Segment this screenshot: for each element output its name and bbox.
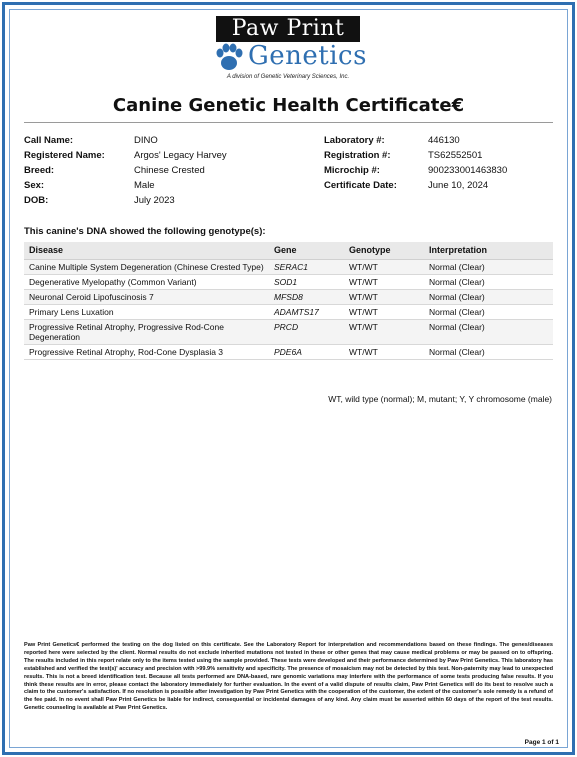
breed-row: [24, 163, 284, 178]
gene-cell: SOD1: [269, 274, 344, 289]
genotype-legend: WT, wild type (normal); M, mutant; Y, Y chromosome (male): [328, 394, 552, 404]
table-row: [24, 289, 553, 304]
call-name-value: DINO: [134, 135, 158, 146]
laboratory-number-value: 446130: [428, 135, 460, 146]
registered-name-label: Registered Name:: [24, 150, 105, 161]
laboratory-number-row: [324, 133, 554, 148]
table-row: [24, 274, 553, 289]
breed-label: Breed:: [24, 165, 55, 176]
paw-print-genetics-logo: [212, 14, 367, 82]
genotype-cell: WT/WT: [344, 304, 424, 319]
call-name-label: Call Name:: [24, 135, 74, 146]
disease-cell: Progressive Retinal Atrophy, Rod-Cone Dysplasia 3: [24, 344, 269, 359]
genotype-cell: WT/WT: [344, 344, 424, 359]
gene-cell: SERAC1: [269, 259, 344, 274]
dna-results-heading: This canine's DNA showed the following genotype(s):: [24, 226, 266, 237]
table-row: [24, 259, 553, 274]
dob-value: July 2023: [134, 195, 175, 206]
genotype-cell: WT/WT: [344, 319, 424, 344]
logo-text-paw-print: Paw Print: [216, 16, 360, 42]
paw-icon: [214, 41, 244, 75]
laboratory-number-label: Laboratory #:: [324, 135, 385, 146]
column-header-gene: Gene: [269, 242, 344, 259]
certificate-date-row: [324, 178, 554, 193]
sex-row: [24, 178, 284, 193]
disease-cell: Neuronal Ceroid Lipofuscinosis 7: [24, 289, 269, 304]
sex-value: Male: [134, 180, 155, 191]
page-number: Page 1 of 1: [524, 739, 559, 746]
lab-info: [324, 133, 554, 193]
interpretation-cell: Normal (Clear): [424, 319, 553, 344]
dog-info: [24, 133, 284, 208]
gene-cell: MFSD8: [269, 289, 344, 304]
genotype-cell: WT/WT: [344, 289, 424, 304]
interpretation-cell: Normal (Clear): [424, 304, 553, 319]
disease-cell: Progressive Retinal Atrophy, Progressive Rod-Cone Degeneration: [24, 319, 269, 344]
gene-cell: PRCD: [269, 319, 344, 344]
table-row: [24, 304, 553, 319]
microchip-number-label: Microchip #:: [324, 165, 380, 176]
disease-cell: Degenerative Myelopathy (Common Variant): [24, 274, 269, 289]
registration-number-label: Registration #:: [324, 150, 391, 161]
dob-row: [24, 193, 284, 208]
registered-name-row: [24, 148, 284, 163]
microchip-number-row: [324, 163, 554, 178]
disease-cell: Primary Lens Luxation: [24, 304, 269, 319]
disease-cell: Canine Multiple System Degeneration (Chinese Crested Type): [24, 259, 269, 274]
logo-text-genetics: Genetics: [248, 41, 367, 71]
dob-label: DOB:: [24, 195, 49, 206]
registered-name-value: Argos' Legacy Harvey: [134, 150, 227, 161]
gene-cell: PDE6A: [269, 344, 344, 359]
table-row: [24, 344, 553, 359]
legal-disclaimer: Paw Print Genetics€ performed the testing on the dog listed on this certificate. See the Laboratory Report for interpretation and recommendations based on these findings. The genes/diseases reported here were selected by the client. Normal results do not exclude inherited mutations not tested in these or other genes that may cause medical problems or may be passed on to offspring. The results included in this report relate only to the items tested using the sample provided. These tests were developed and their performance determined by Paw Print Genetics. This laboratory has established and verified the test(s)' accuracy and precision with >99.9% sensitivity and specificity. The presence of mosaicism may not be detected by this test. Non-paternity may lead to unexpected results. This is not a breed identification test. Because all tests performed are DNA-based, rare genomic variations may interfere with the performance of some tests producing false results. If you think these results are in error, please contact the laboratory immediately for further evaluation. In the event of a valid dispute of results claim, Paw Print Genetics will do its best to resolve such a claim to the customer's satisfaction. If no resolution is possible after investigation by Paw Print Genetics with the cooperation of the customer, the extent of the customer's sole remedy is a refund of the fee paid. In no event shall Paw Print Genetics be liable for indirect, consequential or incidental damages of any kind. Any claim must be asserted within 60 days of the report of the test results. Genetic counseling is available at Paw Print Genetics.: [24, 642, 553, 712]
column-header-disease: Disease: [24, 242, 269, 259]
certificate-inner-border: [9, 9, 568, 748]
interpretation-cell: Normal (Clear): [424, 289, 553, 304]
column-header-genotype: Genotype: [344, 242, 424, 259]
table-header-row: [24, 242, 553, 259]
table-row: [24, 319, 553, 344]
interpretation-cell: Normal (Clear): [424, 259, 553, 274]
gene-cell: ADAMTS17: [269, 304, 344, 319]
call-name-row: [24, 133, 284, 148]
title-divider: [24, 122, 553, 123]
genotype-cell: WT/WT: [344, 259, 424, 274]
certificate-date-value: June 10, 2024: [428, 180, 489, 191]
breed-value: Chinese Crested: [134, 165, 205, 176]
registration-number-value: TS62552501: [428, 150, 483, 161]
genotype-cell: WT/WT: [344, 274, 424, 289]
microchip-number-value: 900233001463830: [428, 165, 508, 176]
column-header-interpretation: Interpretation: [424, 242, 553, 259]
sex-label: Sex:: [24, 180, 45, 191]
genotype-table: [24, 242, 553, 360]
interpretation-cell: Normal (Clear): [424, 274, 553, 289]
interpretation-cell: Normal (Clear): [424, 344, 553, 359]
registration-number-row: [324, 148, 554, 163]
certificate-date-label: Certificate Date:: [324, 180, 397, 191]
logo-tagline: A division of Genetic Veterinary Sciences, Inc.: [226, 74, 350, 80]
certificate-title: Canine Genetic Health Certificate€: [112, 95, 465, 116]
